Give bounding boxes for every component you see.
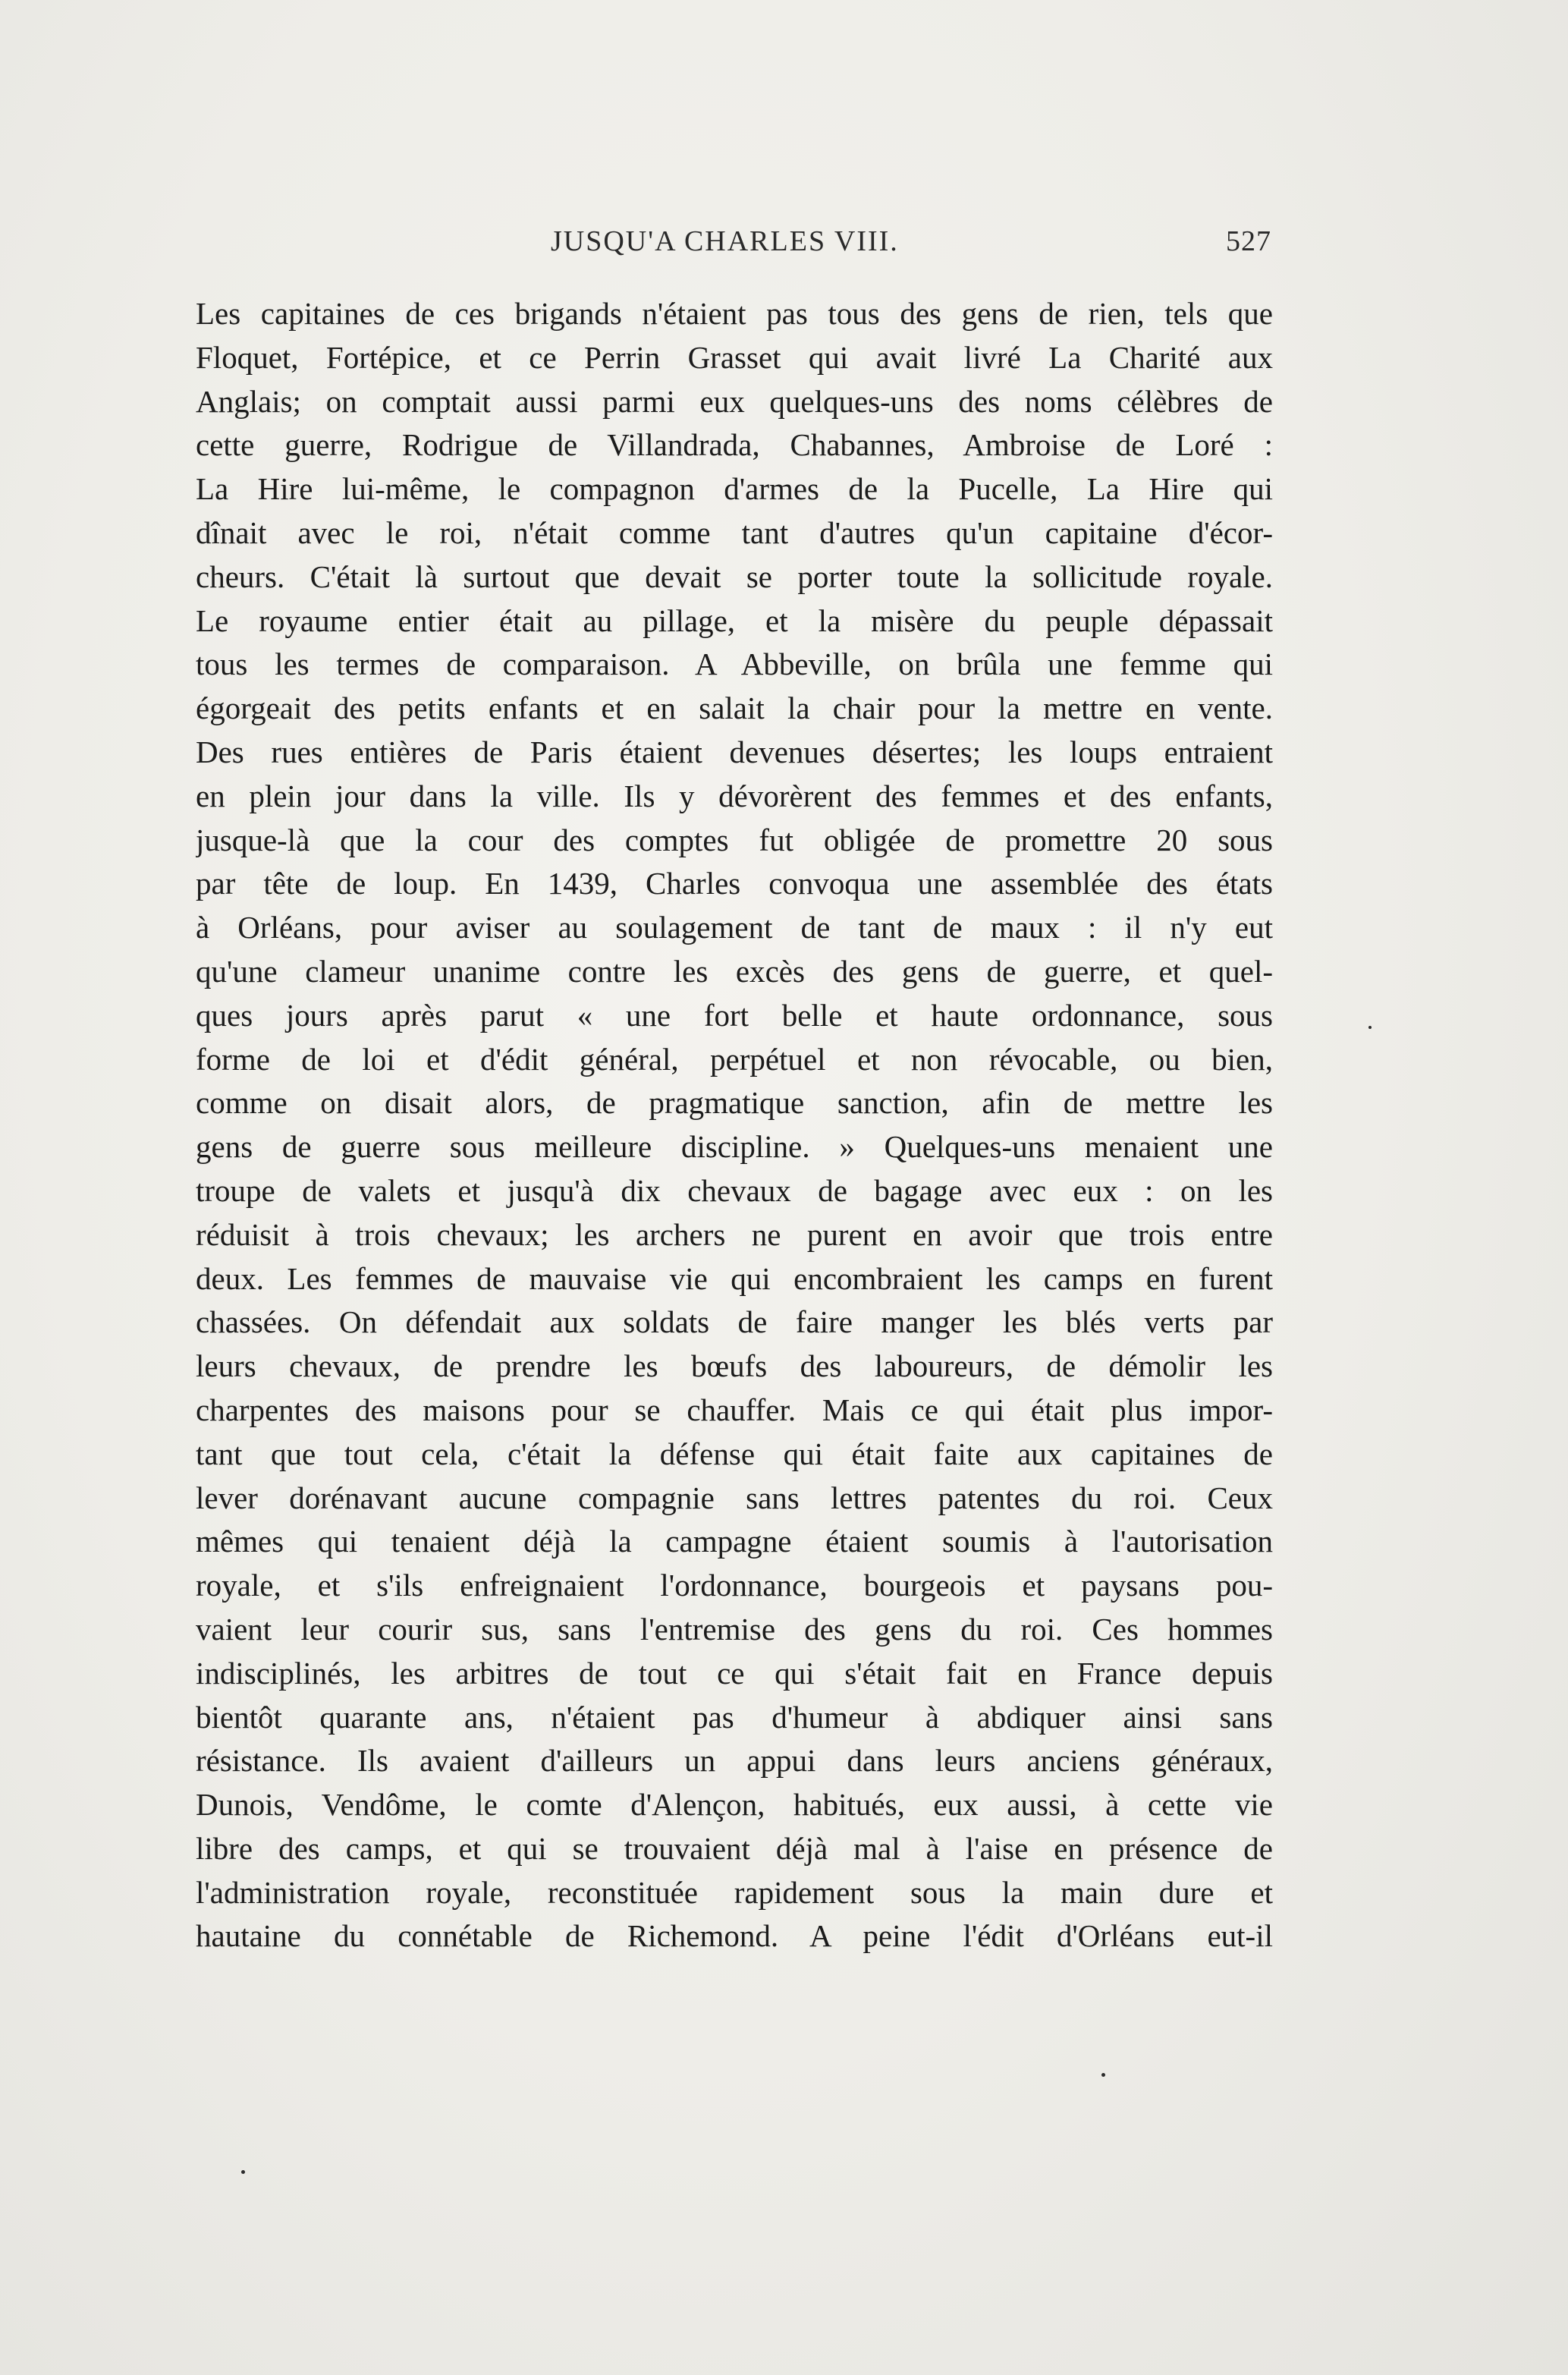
text-line: résistance. Ils avaient d'ailleurs un appui dans leurs anciens généraux, — [196, 1743, 1273, 1779]
text-line: par tête de loup. En 1439, Charles convoqua une assemblée des états — [196, 866, 1273, 901]
text-line: indisciplinés, les arbitres de tout ce qui s'était fait en France depuis — [196, 1655, 1273, 1691]
text-line: jusque-là que la cour des comptes fut obligée de promettre 20 sous — [196, 822, 1273, 857]
ink-speck — [241, 2170, 245, 2174]
text-line: forme de loi et d'édit général, perpétuel et non révocable, ou bien, — [196, 1041, 1273, 1077]
text-line: deux. Les femmes de mauvaise vie qui encombraient les camps en furent — [196, 1260, 1273, 1296]
text-line: troupe de valets et jusqu'à dix chevaux de bagage avec eux : on les — [196, 1172, 1273, 1208]
text-line: en plein jour dans la ville. Ils y dévorèrent des femmes et des enfants, — [196, 778, 1273, 813]
text-line: l'administration royale, reconstituée rapidement sous la main dure et — [196, 1874, 1273, 1910]
text-line: qu'une clameur unanime contre les excès des gens de guerre, et quel- — [196, 953, 1273, 989]
text-line: égorgeait des petits enfants et en salait la chair pour la mettre en vente. — [196, 690, 1273, 726]
text-line: Floquet, Fortépice, et ce Perrin Grasset qui avait livré La Charité aux — [196, 339, 1273, 375]
text-line: cette guerre, Rodrigue de Villandrada, Chabannes, Ambroise de Loré : — [196, 427, 1273, 463]
ink-speck — [1368, 1026, 1372, 1029]
text-line: à Orléans, pour aviser au soulagement de tant de maux : il n'y eut — [196, 910, 1273, 945]
text-line: chassées. On défendait aux soldats de faire manger les blés verts par — [196, 1304, 1273, 1340]
text-line: Le royaume entier était au pillage, et la misère du peuple dépassait — [196, 602, 1273, 638]
text-line: Anglais; on comptait aussi parmi eux quelques-uns des noms célèbres de — [196, 383, 1273, 419]
text-line: cheurs. C'était là surtout que devait se porter toute la sollicitude royale. — [196, 558, 1273, 594]
text-line: gens de guerre sous meilleure discipline. » Quelques-uns menaient une — [196, 1129, 1273, 1165]
text-line: hautaine du connétable de Richemond. A peine l'édit d'Orléans eut-il — [196, 1918, 1273, 1954]
text-line: réduisit à trois chevaux; les archers ne purent en avoir que trois entre — [196, 1216, 1273, 1252]
text-line: mêmes qui tenaient déjà la campagne étaient soumis à l'autorisation — [196, 1524, 1273, 1559]
text-line: vaient leur courir sus, sans l'entremise des gens du roi. Ces hommes — [196, 1611, 1273, 1647]
text-line: La Hire lui-même, le compagnon d'armes de la Pucelle, La Hire qui — [196, 471, 1273, 507]
text-line: royale, et s'ils enfreignaient l'ordonnance, bourgeois et paysans pou- — [196, 1568, 1273, 1603]
text-line: Des rues entières de Paris étaient devenues désertes; les loups entraient — [196, 734, 1273, 769]
text-line: tous les termes de comparaison. A Abbeville, on brûla une femme qui — [196, 646, 1273, 682]
text-line: ques jours après parut « une fort belle et haute ordonnance, sous — [196, 997, 1273, 1033]
text-line: bientôt quarante ans, n'étaient pas d'humeur à abdiquer ainsi sans — [196, 1699, 1273, 1735]
running-head — [551, 225, 1271, 270]
text-line: libre des camps, et qui se trouvaient déjà mal à l'aise en présence de — [196, 1830, 1273, 1866]
ink-speck — [1101, 2073, 1105, 2077]
page-number: 527 — [1226, 225, 1271, 257]
text-line: tant que tout cela, c'était la défense qui était faite aux capitaines de — [196, 1436, 1273, 1471]
body-text — [196, 292, 1273, 1958]
text-line: lever dorénavant aucune compagnie sans lettres patentes du roi. Ceux — [196, 1480, 1273, 1515]
text-line: dînait avec le roi, n'était comme tant d'autres qu'un capitaine d'écor- — [196, 514, 1273, 550]
running-title: JUSQU'A CHARLES VIII. — [551, 225, 899, 257]
text-line: Dunois, Vendôme, le comte d'Alençon, habitués, eux aussi, à cette vie — [196, 1787, 1273, 1823]
text-line: Les capitaines de ces brigands n'étaient pas tous des gens de rien, tels que — [196, 296, 1273, 331]
text-line: leurs chevaux, de prendre les bœufs des laboureurs, de démolir les — [196, 1348, 1273, 1384]
text-line: comme on disait alors, de pragmatique sanction, afin de mettre les — [196, 1085, 1273, 1121]
text-line: charpentes des maisons pour se chauffer. Mais ce qui était plus impor- — [196, 1392, 1273, 1427]
